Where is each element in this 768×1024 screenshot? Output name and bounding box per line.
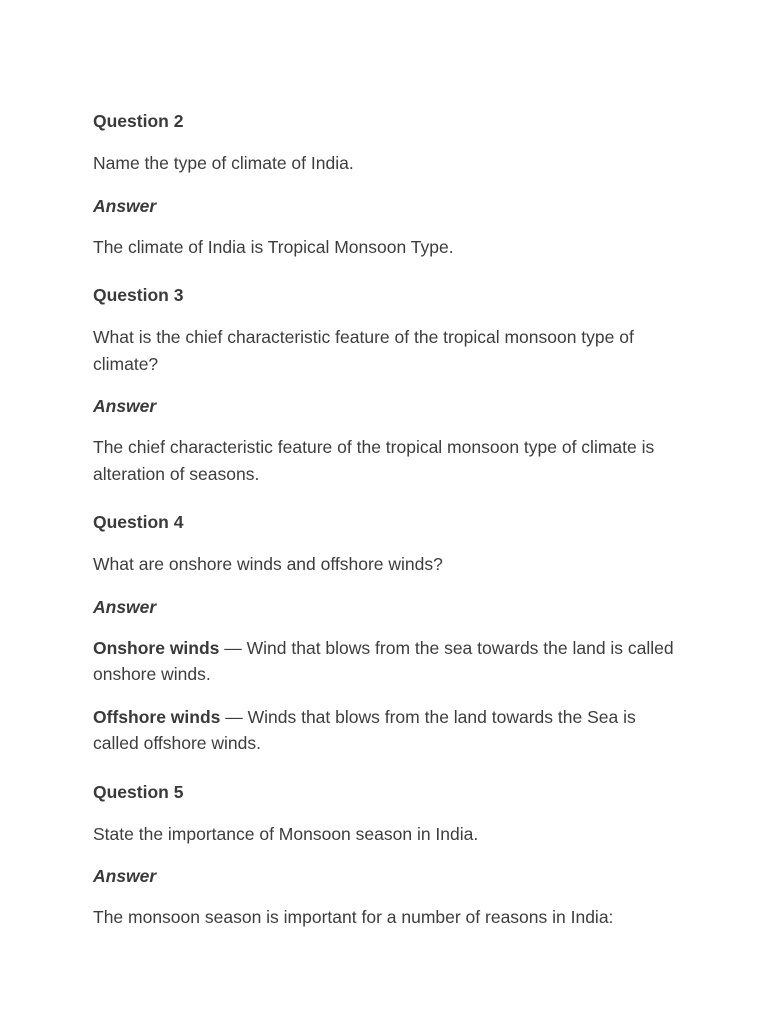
question-prompt: What are onshore winds and offshore winds? — [93, 554, 443, 574]
question-heading: Question 4 — [93, 512, 184, 532]
question-prompt: What is the chief characteristic feature of the tropical monsoon type of climate? — [93, 327, 634, 374]
answer-label: Answer — [93, 195, 157, 216]
question-heading: Question 5 — [93, 781, 184, 802]
definition-term: Offshore winds — [93, 706, 221, 727]
question-block-2 — [93, 108, 683, 260]
definition-onshore — [93, 635, 683, 688]
answer-label: Answer — [93, 596, 157, 617]
question-block-5 — [93, 779, 683, 931]
question-heading: Question 3 — [93, 285, 184, 305]
definition-offshore — [93, 704, 683, 757]
question-block-4 — [93, 509, 683, 757]
answer-text: The monsoon season is important for a number of reasons in India: — [93, 907, 614, 927]
question-prompt: Name the type of climate of India. — [93, 153, 354, 173]
answer-text: The climate of India is Tropical Monsoon Type. — [93, 236, 454, 257]
question-heading: Question 2 — [93, 111, 184, 131]
answer-text: The chief characteristic feature of the tropical monsoon type of climate is alteration of seasons. — [93, 437, 655, 484]
question-prompt: State the importance of Monsoon season in India. — [93, 823, 479, 844]
answer-label: Answer — [93, 396, 157, 416]
question-block-3 — [93, 282, 683, 487]
definition-term: Onshore winds — [93, 637, 220, 658]
document-page — [93, 108, 683, 947]
answer-label: Answer — [93, 866, 157, 886]
definition-text: — Wind that blows from the sea towards the land is called onshore winds. — [93, 637, 674, 684]
definition-text: — Winds that blows from the land towards the Sea is called offshore winds. — [93, 706, 636, 753]
